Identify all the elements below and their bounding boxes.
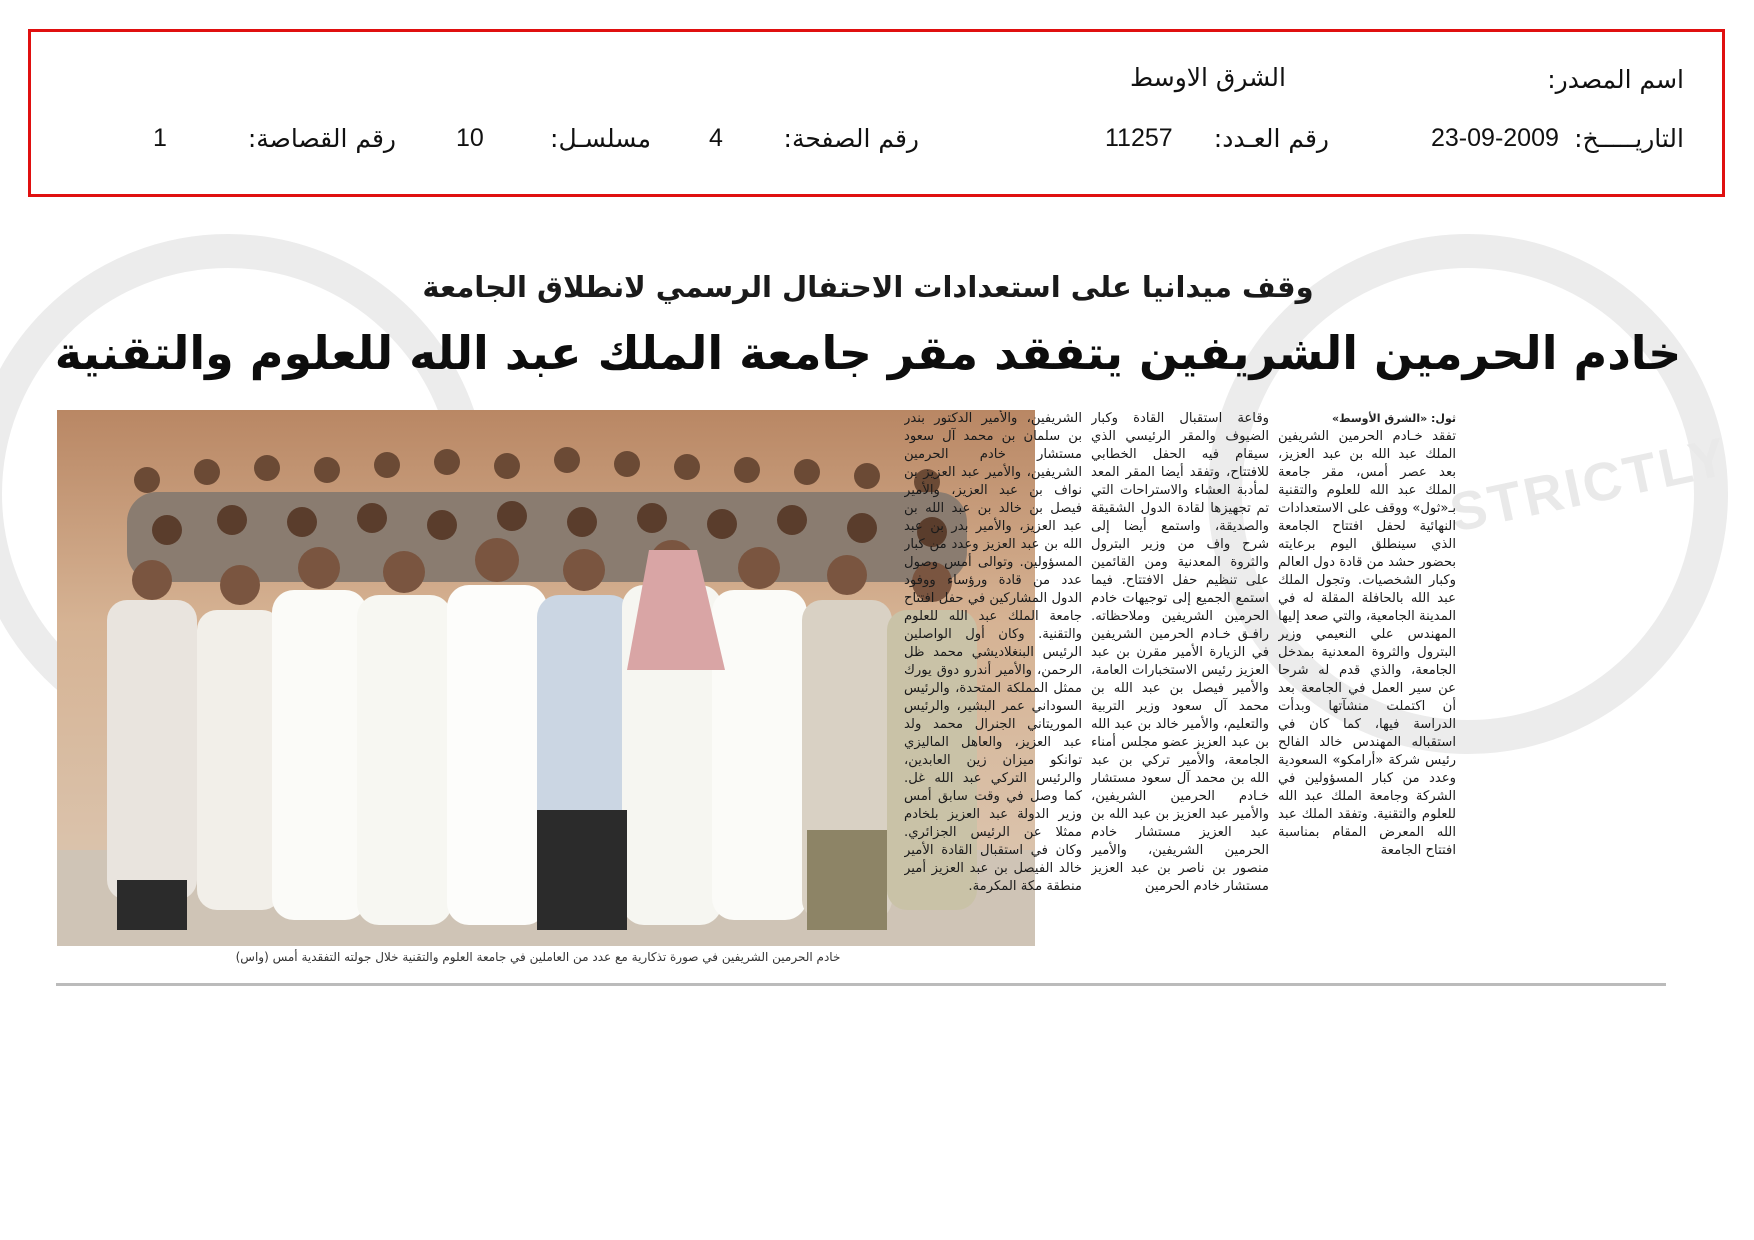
bottom-rule — [56, 983, 1666, 986]
serial-value: 10 — [456, 124, 484, 152]
dateline: ثول: «الشرق الأوسط» — [1331, 412, 1456, 425]
column-text: وقاعة استقبال القادة وكبار الضيوف والمقر الرئيسي الذي سيقام فيه الحفل الخطابي للافتتاح، وتفقد أيضا المقر المعد لمأدبة العشاء والاستراحات التي تم تجهيزها لقادة الدول الشقيقة والصديقة، واستمع أيضا إلى شرح واف من وزير البترول والثروة المعدنية ومن القائمين على تنظيم حفل الافتتاح. فيما استمع الجميع إلى توجيهات خادم الحرمين الشريفين وملاحظاته. رافـق خـادم الحرمين الشريفين في الزيارة الأمير مقرن بن عبد العزيز رئيس الاستخبارات العامة، والأمير فيصل بن عبد الله بن محمد آل سعود وزير التربية والتعليم، والأمير خالد بن عبد الله بن عبد العزيز عضو مجلس أمناء الجامعة، والأمير تركي بن عبد الله بن محمد آل سعود مستشار خـادم الحرمين الشريفين، والأمير عبد العزيز بن عبد الله بن عبد العزيز مستشار خادم الحرمين الشريفين، والأمير منصور بن ناصر بن عبد العزيز مستشار خادم الحرمين — [1091, 411, 1269, 894]
article-column-2 — [1091, 410, 1269, 970]
clip-number-value: 1 — [153, 124, 167, 152]
column-text: الشريفين، والأمير الدكتور بندر بن سلمان بن محمد آل سعود مستشار خادم الحرمين الشريفين، والأمير عبد العزيز بن نواف بن عبد العزيز، والأمير فيصل بن خالد بن عبد الله بن عبد العزيز، والأمير بدر بن عبد الله بن عبد العزيز وعدد من كبار المسؤولين. وتوالى أمس وصول عدد من قادة ورؤساء ووفود الدول المشاركين في حفل افتتاح جامعة الملك عبد الله للعلوم والتقنية. وكان أول الواصلين الرئيس البنغلاديشي محمد ظل الرحمن، والأمير أندرو دوق يورك ممثل المملكة المتحدة، والرئيس السوداني عمر البشير، والرئيس الموريتاني الجنرال محمد ولد عبد العزيز، والعاهل الماليزي توانكو ميزان زين العابدين، والرئيس التركي عبد الله غل. كما وصل في وقت سابق أمس وزير الدولة عبد العزيز بلخادم ممثلا عن الرئيس الجزائري. وكان في استقبال القادة الأمير خالد الفيصل بن عبد العزيز أمير منطقة مكة المكرمة. — [904, 411, 1082, 894]
serial-label: مسلسـل: — [550, 124, 651, 153]
article-kicker: وقف ميدانيا على استعدادات الاحتفال الرسمي لانطلاق الجامعة — [422, 270, 1314, 304]
source-info-box — [28, 29, 1725, 197]
date-label: التاريـــــخ: — [1574, 124, 1684, 153]
column-text: تفقد خـادم الحرمين الشريفين الملك عبد الله بن عبد العزيز، بعد عصر أمس، مقر جامعة الملك عبد الله للعلوم والتقنية بـ«ثول» ووقف على الاستعدادات النهائية لحفل افتتاح الجامعة الذي سينطلق اليوم برعايته بحضور حشد من قادة دول العالم وكبار الشخصيات. وتجول الملك عبد الله بالحافلة المقلة له في المدينة الجامعية، والتي صعد إليها المهندس علي النعيمي وزير البترول والثروة المعدنية بمدخل الجامعة، والذي قدم له شرحا عن سير العمل في الجامعة بعد أن اكتملت منشآتها وبدأت الدراسة فيها، كما كان في استقباله المهندس خالد الفالح رئيس شركة «أرامكو» السعودية وعدد من كبار المسؤولين في الشركة وجامعة الملك عبد الله للعلوم والتقنية. وتفقد الملك عبد الله المعرض المقام بمناسبة افتتاح الجامعة — [1278, 429, 1456, 858]
issue-value: 11257 — [1105, 124, 1173, 152]
group-photo-image — [57, 410, 1035, 946]
source-value: الشرق الاوسط — [1130, 63, 1286, 92]
page-number-value: 4 — [709, 124, 723, 152]
group-photo — [57, 410, 1035, 946]
article-column-3 — [904, 410, 1082, 970]
source-label: اسم المصدر: — [1547, 65, 1684, 94]
issue-label: رقم العـدد: — [1213, 124, 1329, 153]
page-number-label: رقم الصفحة: — [783, 124, 919, 153]
date-value: 23-09-2009 — [1431, 124, 1559, 152]
article-column-1 — [1278, 410, 1456, 970]
watermark-text: STRICTLY — [1444, 426, 1735, 544]
photo-caption: خادم الحرمين الشريفين في صورة تذكارية مع عدد من العاملين في جامعة العلوم والتقنية خلال جولته التفقدية أمس (واس) — [235, 950, 841, 964]
clip-number-label: رقم القصاصة: — [247, 124, 396, 153]
newspaper-clipping — [28, 244, 1735, 994]
article-headline: خادم الحرمين الشريفين يتفقد مقر جامعة الملك عبد الله للعلوم والتقنية — [54, 326, 1682, 380]
